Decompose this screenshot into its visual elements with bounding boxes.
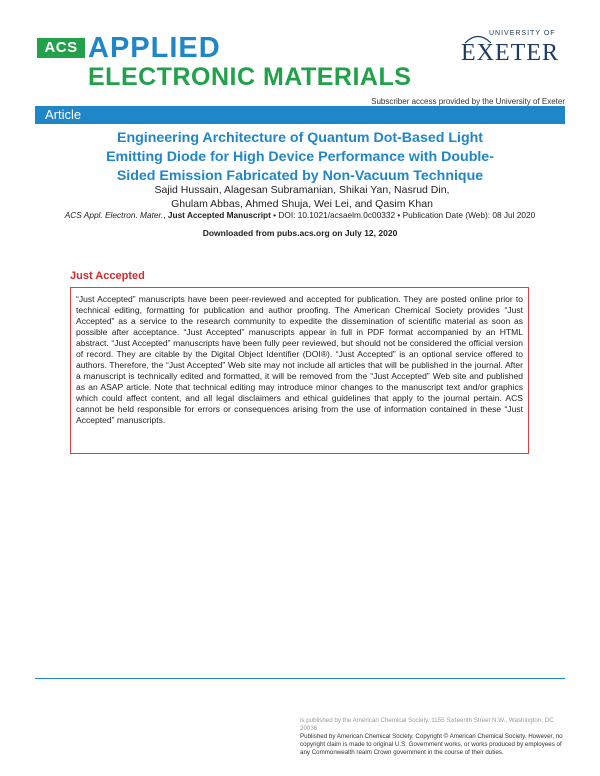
- just-accepted-heading: Just Accepted: [70, 270, 145, 282]
- journal-title-line1: APPLIED: [88, 32, 221, 64]
- university-label: UNIVERSITY OF: [489, 30, 556, 37]
- acs-logo: ACS: [37, 38, 85, 58]
- citation-doi-date[interactable]: • DOI: 10.1021/acsaelm.0c00332 • Publication Date (Web): 08 Jul 2020: [270, 210, 536, 220]
- footer-address: is published by the American Chemical Society. 1155 Sixteenth Street N.W., Washington, DC 20036: [300, 717, 554, 732]
- citation-separator: ,: [163, 210, 168, 220]
- download-notice: Downloaded from pubs.acs.org on July 12, 2020: [202, 228, 398, 238]
- footer-publisher-note: [300, 717, 570, 757]
- just-accepted-text: “Just Accepted” manuscripts have been peer-reviewed and accepted for publication. They are posted online prior to technical editing, formatting for publication and author proofing. The American Chemical Society provides “Just Accepted” as a service to the research community to expedite the dissemination of scientific material as soon as possible after acceptance. “Just Accepted” manuscripts appear in full in PDF format accompanied by an HTML abstract. “Just Accepted” manuscripts have been fully peer reviewed, but should not be considered the official version of record. They are citable by the Digital Object Identifier (DOI®). “Just Accepted” is an optional service offered to authors. Therefore, the “Just Accepted” Web site may not include all articles that will be published in the journal. After a manuscript is technically edited and formatted, it will be removed from the “Just Accepted” Web site and published as an ASAP article. Note that technical editing may introduce minor changes to the manuscript text and/or graphics which could affect content, and all legal disclaimers and ethical guidelines that apply to the journal pertain. ACS cannot be held responsible for errors or consequences arising from the use of information contained in these “Just Accepted” manuscripts.: [76, 294, 523, 425]
- journal-title-line2: ELECTRONIC MATERIALS: [88, 63, 412, 91]
- article-type-label: Article: [45, 107, 82, 122]
- citation-journal: ACS Appl. Electron. Mater.: [64, 210, 164, 220]
- author-list: Sajid Hussain, Alagesan Subramanian, Shikai Yan, Nasrud Din, Ghulam Abbas, Ahmed Shuja, Wei Lei, and Qasim Khan: [154, 184, 450, 210]
- article-type-bar: [35, 106, 565, 124]
- university-name: EXETER: [461, 40, 559, 66]
- just-accepted-notice-box: [70, 287, 529, 454]
- article-title: Engineering Architecture of Quantum Dot-Based Light Emitting Diode for High Device Performance with Double-Sided Emission Fabricated by Non-Vacuum Technique: [106, 130, 494, 184]
- subscriber-access-note: Subscriber access provided by the University of Exeter: [371, 97, 565, 106]
- footer-copyright: Published by American Chemical Society. Copyright © American Chemical Society. However, no copyright claim is made to original U.S. Government works, or works produced by employees of any Commonwealth realm Crown government in the course of their duties.: [300, 733, 563, 756]
- citation-line: [15, 210, 585, 220]
- footer-divider: [35, 678, 565, 679]
- university-logo: [455, 30, 575, 68]
- citation-status: Just Accepted Manuscript: [167, 210, 271, 220]
